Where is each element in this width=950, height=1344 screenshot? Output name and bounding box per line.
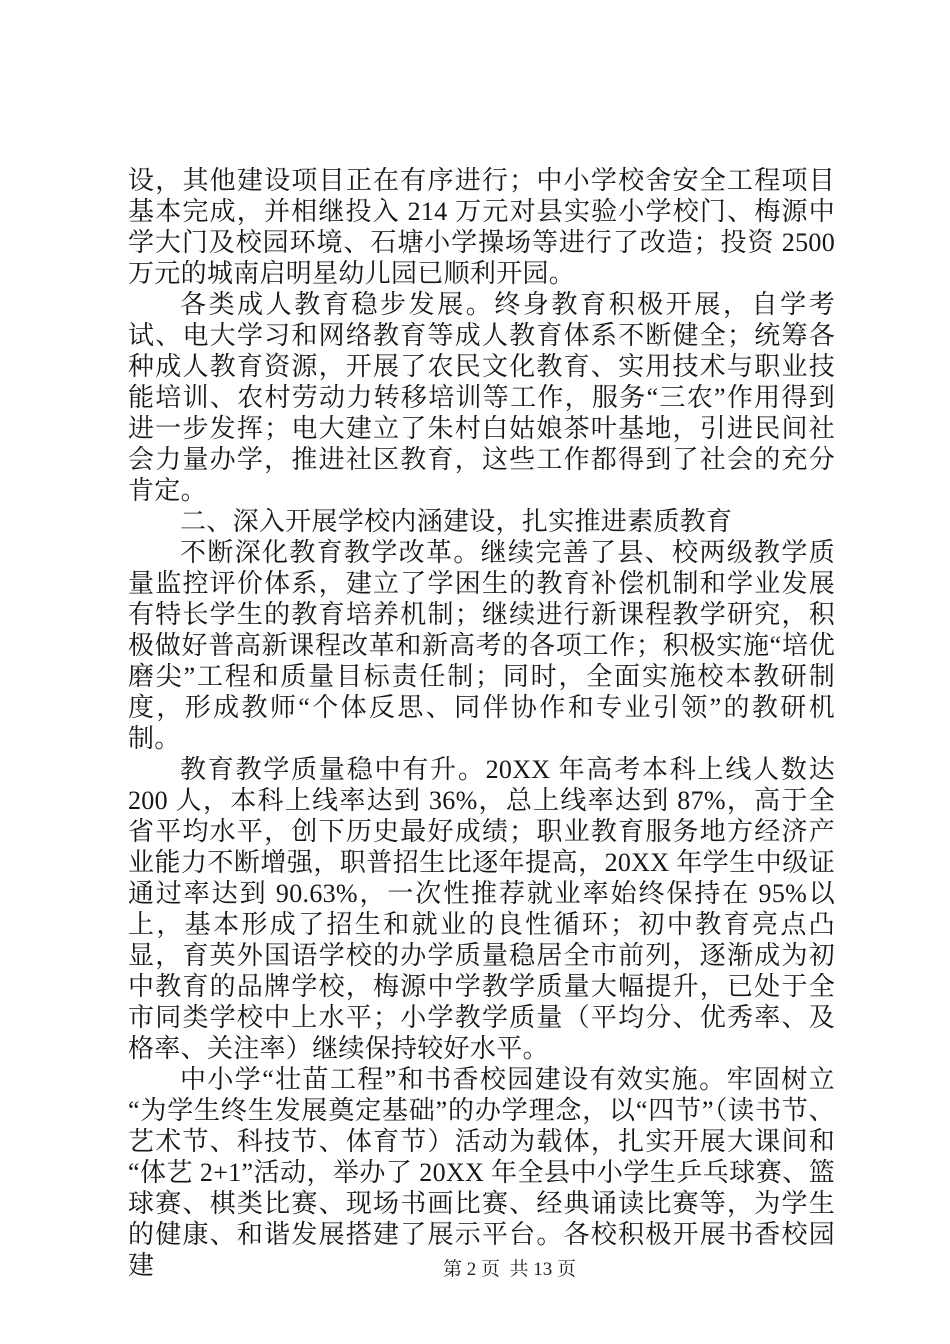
paragraph-continuation: 设，其他建设项目正在有序进行；中小学校舍安全工程项目基本完成，并相继投入 214 万元对县实验小学校门、梅源中学大门及校园环境、石塘小学操场等进行了改造；投资 2500 万元的城南启明星幼儿园已顺利开园。 <box>128 166 835 288</box>
paragraph-teaching-reform: 不断深化教育教学改革。继续完善了县、校两级教学质量监控评价体系，建立了学困生的教育补偿机制和学业发展有特长学生的教育培养机制；继续进行新课程教学研究，积极做好普高新课程改革和新高考的各项工作；积极实施“培优磨尖”工程和质量目标责任制；同时，全面实施校本教研制度，形成教师“个体反思、同伴协作和专业引领”的教研机制。 <box>128 538 835 753</box>
paragraph-teaching-quality: 教育教学质量稳中有升。20XX 年高考本科上线人数达 200 人，本科上线率达到 36%，总上线率达到 87%，高于全省平均水平，创下历史最好成绩；职业教育服务地方经济产业能力不断增强，职普招生比逐年提高，20XX 年学生中级证通过率达到 90.63%，一次性推荐就业率始终保持在 95%以上，基本形成了招生和就业的良性循环；初中教育亮点凸显，育英外国语学校的办学质量稳居全市前列，逐渐成为初中教育的品牌学校，梅源中学教学质量大幅提升，已处于全市同类学校中上水平；小学教学质量（平均分、优秀率、及格率、关注率）继续保持较好水平。 <box>128 755 835 1063</box>
page-number-indicator: 第 2 页 共 13 页 <box>442 1259 576 1280</box>
section-heading: 二、深入开展学校内涵建设，扎实推进素质教育 <box>180 507 733 536</box>
document-body <box>128 165 835 1281</box>
paragraph-campus-programs: 中小学“壮苗工程”和书香校园建设有效实施。牢固树立“为学生终生发展奠定基础”的办学理念，以“四节”（读书节、艺术节、科技节、体育节）活动为载体，扎实开展大课间和“体艺 2+1”活动，举办了 20XX 年全县中小学生乒乓球赛、篮球赛、棋类比赛、现场书画比赛、经典诵读比赛等，为学生的健康、和谐发展搭建了展示平台。各校积极开展书香校园建 <box>128 1065 835 1280</box>
paragraph-adult-education: 各类成人教育稳步发展。终身教育积极开展，自学考试、电大学习和网络教育等成人教育体系不断健全；统筹各种成人教育资源，开展了农民文化教育、实用技术与职业技能培训、农村劳动力转移培训等工作，服务“三农”作用得到进一步发挥；电大建立了朱村白姑娘茶叶基地，引进民间社会力量办学，推进社区教育，这些工作都得到了社会的充分肯定。 <box>128 290 835 505</box>
page-footer <box>50 1231 950 1309</box>
